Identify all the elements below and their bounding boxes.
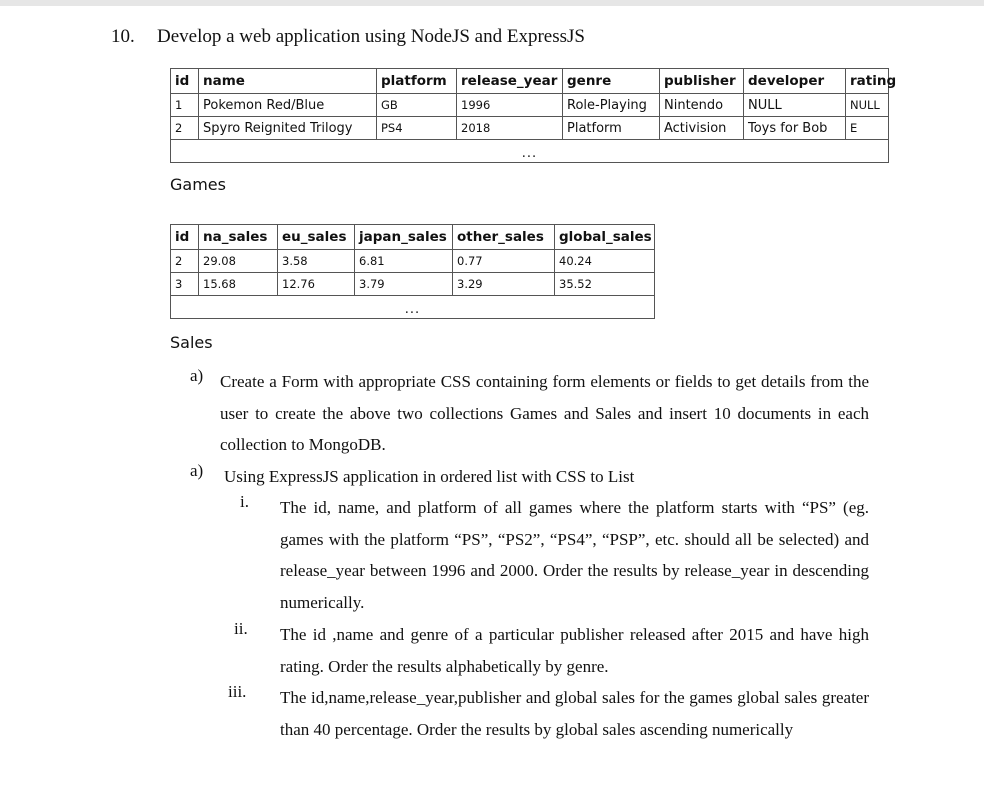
table-cell: Role-Playing <box>563 94 660 117</box>
table-cell: Toys for Bob <box>744 117 846 140</box>
table-cell: 3.58 <box>278 250 355 273</box>
sales-header-cell: na_sales <box>199 225 278 250</box>
games-header-cell: genre <box>563 69 660 94</box>
table-cell: 2 <box>171 117 199 140</box>
table-cell: Spyro Reignited Trilogy <box>199 117 377 140</box>
table-cell: Platform <box>563 117 660 140</box>
games-header-row <box>171 69 889 94</box>
task-a2-text: Using ExpressJS application in ordered list with CSS to List <box>224 467 635 486</box>
sales-header-cell: eu_sales <box>278 225 355 250</box>
games-caption: Games <box>170 175 226 194</box>
table-cell: 12.76 <box>278 273 355 296</box>
table-row <box>171 117 889 140</box>
table-cell: NULL <box>846 94 889 117</box>
sales-header-row <box>171 225 655 250</box>
games-header-cell: release_year <box>457 69 563 94</box>
table-cell: 0.77 <box>453 250 555 273</box>
sales-header-cell: id <box>171 225 199 250</box>
subtask-ii-marker: ii. <box>234 619 248 638</box>
sales-header-cell: other_sales <box>453 225 555 250</box>
games-header-cell: rating <box>846 69 889 94</box>
table-cell: 29.08 <box>199 250 278 273</box>
games-header-cell: name <box>199 69 377 94</box>
games-table <box>170 68 897 163</box>
subtask-i-text: The id, name, and platform of all games where the platform starts with “PS” (eg. games with the platform “PS”, “PS2”, “PS4”, “PSP”, etc. should all be selected) and release_year between 1996 and 2000. Order the results by release_year in descending numerically. <box>280 498 869 612</box>
table-cell: 1996 <box>457 94 563 117</box>
ellipsis-text: ... <box>404 301 421 317</box>
table-cell: Pokemon Red/Blue <box>199 94 377 117</box>
table-cell: Nintendo <box>660 94 744 117</box>
sales-table <box>170 224 655 319</box>
table-row <box>171 273 655 296</box>
table-ellipsis-cell <box>171 140 889 163</box>
subtask-ii-text: The id ,name and genre of a particular publisher released after 2015 and have high rating. Order the results alphabetically by genre. <box>280 625 869 676</box>
table-cell: 40.24 <box>555 250 655 273</box>
subtask-iii-text: The id,name,release_year,publisher and global sales for the games global sales greater than 40 percentage. Order the results by global sales ascending numerically <box>280 688 869 739</box>
table-ellipsis-row <box>171 296 655 319</box>
task-a2-marker: a) <box>190 461 204 480</box>
table-cell: 3.29 <box>453 273 555 296</box>
subtask-iii-marker: iii. <box>228 682 247 701</box>
subtask-i-marker: i. <box>240 492 249 511</box>
table-cell: 15.68 <box>199 273 278 296</box>
table-ellipsis-row <box>171 140 889 163</box>
table-cell: 3 <box>171 273 199 296</box>
table-cell: PS4 <box>377 117 457 140</box>
games-header-cell: publisher <box>660 69 744 94</box>
table-cell: GB <box>377 94 457 117</box>
table-cell: E <box>846 117 889 140</box>
page-top-border <box>0 0 984 6</box>
table-row <box>171 250 655 273</box>
table-cell: NULL <box>744 94 846 117</box>
question-number: 10. <box>111 26 135 47</box>
task-a-text: Create a Form with appropriate CSS containing form elements or fields to get details from the user to create the above two collections Games and Sales and insert 10 documents in each collection to MongoDB. <box>220 372 869 455</box>
table-ellipsis-cell <box>171 296 655 319</box>
games-header-cell: developer <box>744 69 846 94</box>
sales-header-cell: global_sales <box>555 225 655 250</box>
table-cell: Activision <box>660 117 744 140</box>
games-header-cell: id <box>171 69 199 94</box>
sales-header-cell: japan_sales <box>355 225 453 250</box>
games-header-cell: platform <box>377 69 457 94</box>
table-cell: 2 <box>171 250 199 273</box>
ellipsis-text: ... <box>521 145 538 161</box>
table-cell: 35.52 <box>555 273 655 296</box>
table-cell: 3.79 <box>355 273 453 296</box>
question-title <box>111 26 585 48</box>
task-a-marker: a) <box>190 366 204 385</box>
sales-caption: Sales <box>170 333 213 352</box>
table-cell: 2018 <box>457 117 563 140</box>
table-cell: 1 <box>171 94 199 117</box>
table-row <box>171 94 889 117</box>
table-cell: 6.81 <box>355 250 453 273</box>
question-text: Develop a web application using NodeJS and ExpressJS <box>157 26 585 47</box>
